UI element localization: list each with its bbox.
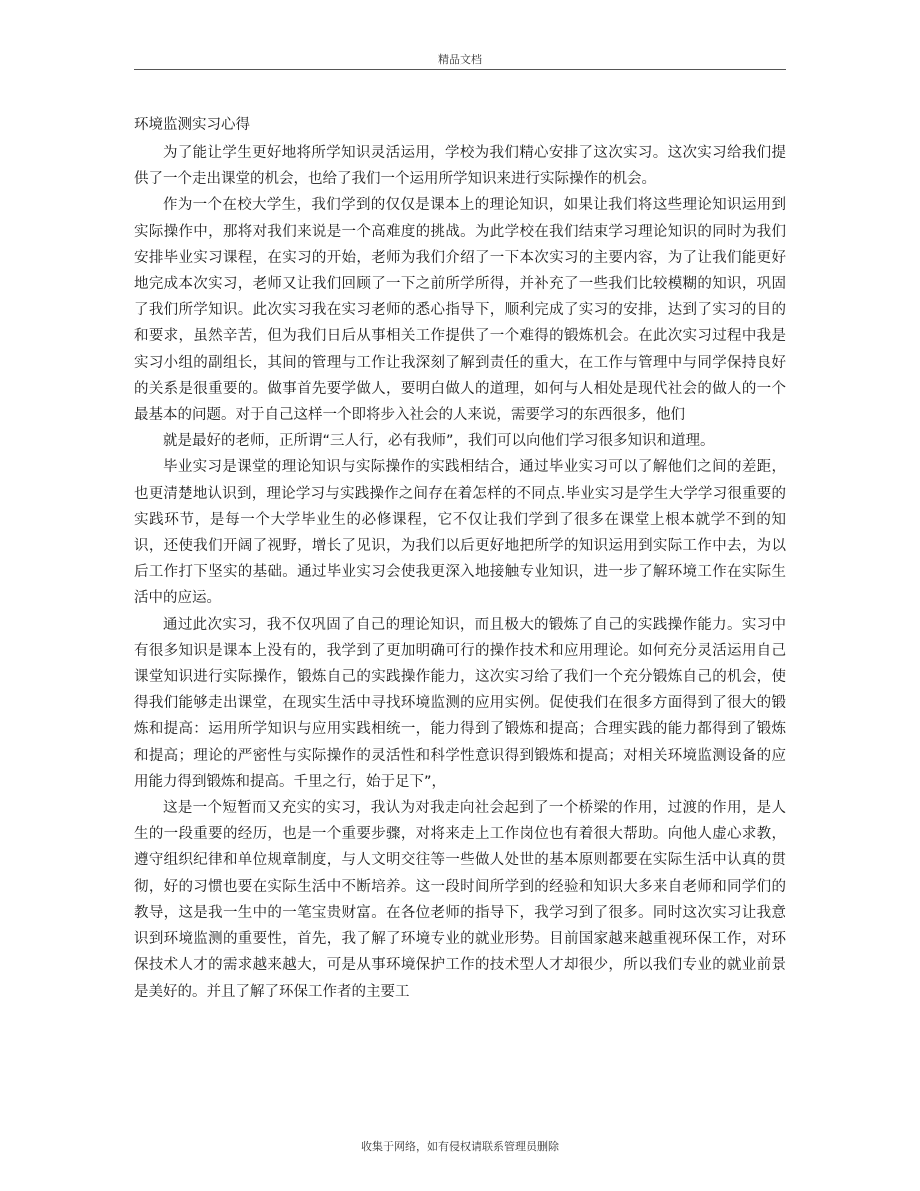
paragraph-best-teachers: 就是最好的老师，正所谓“三人行，必有我师”，我们可以向他们学习很多知识和道理。 — [163, 433, 715, 450]
document-title: 环境监测实习心得 — [134, 117, 250, 133]
paragraph-internship-theory-practice: 毕业实习是课堂的理论知识与实际操作的实践相结合，通过毕业实习可以了解他们之间的差距，也更清楚地认识到，理论学习与实践操作之间存在着怎样的不同点.毕业实习是学生大学学习很重要的实践环节，是每一个大学毕业生的必修课程，它不仅让我们学到了很多在课堂上根本就学不到的知识，还使我们开阔了视野，增长了见识，为我们以后更好地把所学的知识运用到实际工作中去，为以后工作打下坚实的基础。通过毕业实习会使我更深入地接触专业知识，进一步了解环境工作在实际生活中的应运。 — [134, 459, 786, 607]
document-body — [134, 112, 786, 1005]
paragraph-reflection: 这是一个短暂而又充实的实习，我认为对我走向社会起到了一个桥梁的作用，过渡的作用，是人生的一段重要的经历，也是一个重要步骤，对将来走上工作岗位也有着很大帮助。向他人虚心求教，遵守组织纪律和单位规章制度，与人文明交往等一些做人处世的基本原则都要在实际生活中认真的贯彻，好的习惯也要在实际生活中不断培养。这一段时间所学到的经验和知识大多来自老师和同学们的教导，这是我一生中的一笔宝贵财富。在各位老师的指导下，我学习到了很多。同时这次实习让我意识到环境监测的重要性，首先，我了解了环境专业的就业形势。目前国家越来越重视环保工作，对环保技术人才的需求越来越大，可是从事环境保护工作的技术型人才却很少，所以我们专业的就业前景是美好的。并且了解了环保工作者的主要工 — [134, 800, 786, 1000]
paragraph-skills-gained: 通过此次实习，我不仅巩固了自己的理论知识，而且极大的锻炼了自己的实践操作能力。实习中有很多知识是课本上没有的，我学到了更加明确可行的操作技术和应用理论。如何充分灵活运用自己课堂知识进行实际操作，锻炼自己的实践操作能力，这次实习给了我们一个充分锻炼自己的机会，使得我们能够走出课堂，在现实生活中寻找环境监测的应用实例。促使我们在很多方面得到了很大的锻炼和提高：运用所学知识与应用实践相统一，能力得到了锻炼和提高；合理实践的能力都得到了锻炼和提高；理论的严密性与实际操作的灵活性和科学性意识得到锻炼和提高；对相关环境监测设备的应用能力得到锻炼和提高。千里之行，始于足下”， — [134, 616, 786, 790]
page-header: 精品文档 — [134, 50, 786, 70]
paragraph-intro: 为了能让学生更好地将所学知识灵活运用，学校为我们精心安排了这次实习。这次实习给我们提供了一个走出课堂的机会，也给了我们一个运用所学知识来进行实际操作的机会。 — [134, 145, 786, 188]
paragraph-student-perspective: 作为一个在校大学生，我们学到的仅仅是课本上的理论知识，如果让我们将这些理论知识运用到实际操作中，那将对我们来说是一个高难度的挑战。为此学校在我们结束学习理论知识的同时为我们安排毕业实习课程，在实习的开始，老师为我们介绍了一下本次实习的主要内容，为了让我们能更好地完成本次实习，老师又让我们回顾了一下之前所学所得，并补充了一些我们比较模糊的知识，巩固了我们所学知识。此次实习我在实习老师的悉心指导下，顺利完成了实习的安排，达到了实习的目的和要求，虽然辛苦，但为我们日后从事相关工作提供了一个难得的锻炼机会。在此次实习过程中我是实习小组的副组长，其间的管理与工作让我深刻了解到责任的重大，在工作与管理中与同学保持良好的关系是很重要的。做事首先要学做人，要明白做人的道理，如何与人相处是现代社会的做人的一个最基本的问题。对于自己这样一个即将步入社会的人来说，需要学习的东西很多，他们 — [134, 197, 786, 424]
page-footer: 收集于网络，如有侵权请联系管理员删除 — [361, 1140, 559, 1153]
